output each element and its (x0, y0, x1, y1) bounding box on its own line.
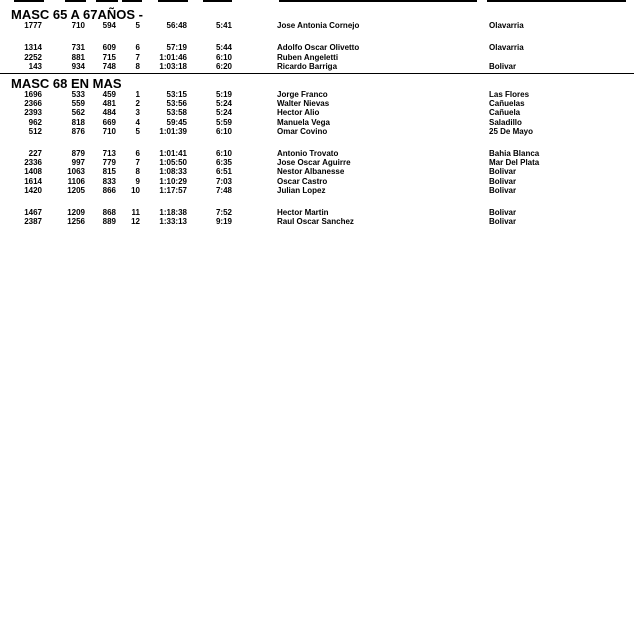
city-cell: Olavarria (489, 21, 524, 30)
pace-cell: 5:41 (215, 21, 232, 30)
city-cell: Bolivar (489, 177, 517, 186)
header-rule-general (65, 0, 86, 2)
general-position-cell: 1106 (67, 177, 85, 186)
sex-position-cell: 889 (102, 217, 116, 226)
general-position-cell: 818 (71, 118, 85, 127)
city-cell: Bolivar (489, 217, 517, 226)
table-row (0, 118, 634, 127)
pace-cell: 6:10 (215, 127, 232, 136)
city-cell: Bolivar (489, 208, 517, 217)
pace-cell: 6:51 (215, 167, 232, 176)
category-position-cell: 11 (131, 208, 140, 217)
header-rule-pace (203, 0, 232, 2)
pace-cell: 6:10 (215, 149, 232, 158)
dorsal-cell: 962 (28, 118, 42, 127)
category-position-cell: 4 (135, 118, 140, 127)
time-cell: 57:19 (166, 43, 187, 52)
runner-name-cell: Nestor Albanesse (277, 167, 345, 176)
dorsal-cell: 2393 (24, 108, 42, 117)
time-cell: 53:58 (166, 108, 187, 117)
header-rule-dorsal (14, 0, 44, 2)
category-position-cell: 5 (135, 21, 140, 30)
table-row (0, 43, 634, 52)
time-cell: 1:18:38 (159, 208, 187, 217)
time-cell: 56:48 (166, 21, 187, 30)
dorsal-cell: 1467 (24, 208, 42, 217)
sex-position-cell: 594 (102, 21, 116, 30)
table-row (0, 149, 634, 158)
runner-name-cell: Adolfo Oscar Olivetto (277, 43, 360, 52)
runner-name-cell: Ricardo Barriga (277, 62, 338, 71)
time-cell: 1:01:41 (159, 149, 187, 158)
table-row (0, 217, 634, 226)
sex-position-cell: 459 (102, 90, 116, 99)
general-position-cell: 1063 (67, 167, 85, 176)
table-row (0, 99, 634, 108)
time-cell: 1:01:39 (159, 127, 187, 136)
category-position-cell: 8 (135, 62, 140, 71)
sex-position-cell: 868 (102, 208, 116, 217)
category-position-cell: 8 (135, 167, 140, 176)
city-cell: Bolivar (489, 62, 517, 71)
dorsal-cell: 227 (28, 149, 42, 158)
time-cell: 53:56 (166, 99, 187, 108)
sex-position-cell: 815 (102, 167, 116, 176)
header-rule-city (487, 0, 626, 2)
dorsal-cell: 1420 (24, 186, 42, 195)
dorsal-cell: 1614 (24, 177, 42, 186)
time-cell: 53:15 (166, 90, 187, 99)
dorsal-cell: 143 (28, 62, 42, 71)
runner-name-cell: Jose Antonia Cornejo (277, 21, 360, 30)
dorsal-cell: 2387 (24, 217, 42, 226)
runner-name-cell: Antonio Trovato (277, 149, 339, 158)
header-rule-category (122, 0, 142, 2)
category-position-cell: 3 (135, 108, 140, 117)
sex-position-cell: 484 (102, 108, 116, 117)
time-cell: 1:03:18 (159, 62, 187, 71)
runner-name-cell: Hector Martin (277, 208, 329, 217)
dorsal-cell: 1777 (24, 21, 42, 30)
dorsal-cell: 512 (28, 127, 42, 136)
pace-cell: 5:59 (215, 118, 232, 127)
section-divider (0, 73, 634, 74)
sex-position-cell: 609 (102, 43, 116, 52)
table-row (0, 167, 634, 176)
section-title: MASC 65 A 67AÑOS - (11, 7, 143, 22)
runner-name-cell: Ruben Angeletti (277, 53, 339, 62)
dorsal-cell: 1408 (24, 167, 42, 176)
city-cell: Bolivar (489, 167, 517, 176)
category-position-cell: 9 (135, 177, 140, 186)
table-row (0, 90, 634, 99)
sex-position-cell: 779 (102, 158, 116, 167)
general-position-cell: 731 (71, 43, 85, 52)
sex-position-cell: 748 (102, 62, 116, 71)
runner-name-cell: Omar Covino (277, 127, 328, 136)
header-rule-time (158, 0, 188, 2)
city-cell: Saladillo (489, 118, 522, 127)
city-cell: Olavarria (489, 43, 524, 52)
sex-position-cell: 669 (102, 118, 116, 127)
general-position-cell: 879 (71, 149, 85, 158)
runner-name-cell: Jorge Franco (277, 90, 328, 99)
pace-cell: 6:35 (215, 158, 232, 167)
pace-cell: 6:20 (215, 62, 232, 71)
dorsal-cell: 1696 (24, 90, 42, 99)
dorsal-cell: 2366 (24, 99, 42, 108)
pace-cell: 9:19 (215, 217, 232, 226)
pace-cell: 6:10 (215, 53, 232, 62)
general-position-cell: 997 (71, 158, 85, 167)
section-title: MASC 68 EN MAS (11, 76, 122, 91)
sex-position-cell: 481 (102, 99, 116, 108)
city-cell: 25 De Mayo (489, 127, 534, 136)
pace-cell: 7:03 (215, 177, 232, 186)
runner-name-cell: Jose Oscar Aguirre (277, 158, 351, 167)
pace-cell: 5:24 (215, 108, 232, 117)
table-row (0, 177, 634, 186)
category-position-cell: 5 (135, 127, 140, 136)
general-position-cell: 934 (71, 62, 85, 71)
table-row (0, 186, 634, 195)
category-position-cell: 7 (135, 53, 140, 62)
category-position-cell: 7 (135, 158, 140, 167)
sex-position-cell: 715 (102, 53, 116, 62)
sex-position-cell: 713 (102, 149, 116, 158)
general-position-cell: 533 (71, 90, 85, 99)
dorsal-cell: 2336 (24, 158, 42, 167)
dorsal-cell: 1314 (24, 43, 42, 52)
runner-name-cell: Manuela Vega (277, 118, 330, 127)
runner-name-cell: Walter Nievas (277, 99, 330, 108)
general-position-cell: 876 (71, 127, 85, 136)
pace-cell: 5:19 (215, 90, 232, 99)
runner-name-cell: Oscar Castro (277, 177, 328, 186)
pace-cell: 5:44 (215, 43, 232, 52)
general-position-cell: 1209 (67, 208, 85, 217)
general-position-cell: 881 (71, 53, 85, 62)
time-cell: 1:05:50 (159, 158, 187, 167)
table-row (0, 53, 634, 62)
category-position-cell: 1 (135, 90, 140, 99)
general-position-cell: 1205 (67, 186, 85, 195)
city-cell: Bahia Blanca (489, 149, 540, 158)
runner-name-cell: Hector Alio (277, 108, 320, 117)
general-position-cell: 559 (71, 99, 85, 108)
time-cell: 1:33:13 (159, 217, 187, 226)
time-cell: 59:45 (166, 118, 187, 127)
category-position-cell: 6 (135, 149, 140, 158)
table-row (0, 21, 634, 30)
time-cell: 1:10:29 (159, 177, 187, 186)
pace-cell: 7:52 (215, 208, 232, 217)
header-rule-sex (96, 0, 118, 2)
time-cell: 1:01:46 (159, 53, 187, 62)
header-rule-name (279, 0, 477, 2)
pace-cell: 5:24 (215, 99, 232, 108)
city-cell: Las Flores (489, 90, 530, 99)
sex-position-cell: 710 (102, 127, 116, 136)
sex-position-cell: 866 (102, 186, 116, 195)
table-row (0, 208, 634, 217)
table-row (0, 62, 634, 71)
category-position-cell: 10 (131, 186, 140, 195)
city-cell: Mar Del Plata (489, 158, 540, 167)
general-position-cell: 562 (71, 108, 85, 117)
city-cell: Cañuelas (489, 99, 525, 108)
time-cell: 1:17:57 (159, 186, 187, 195)
city-cell: Bolivar (489, 186, 517, 195)
city-cell: Cañuela (489, 108, 521, 117)
sex-position-cell: 833 (102, 177, 116, 186)
category-position-cell: 12 (131, 217, 140, 226)
dorsal-cell: 2252 (24, 53, 42, 62)
table-row (0, 158, 634, 167)
runner-name-cell: Raul Oscar Sanchez (277, 217, 354, 226)
table-row (0, 127, 634, 136)
general-position-cell: 1256 (67, 217, 85, 226)
runner-name-cell: Julian Lopez (277, 186, 326, 195)
general-position-cell: 710 (71, 21, 85, 30)
table-row (0, 108, 634, 117)
category-position-cell: 6 (135, 43, 140, 52)
category-position-cell: 2 (135, 99, 140, 108)
time-cell: 1:08:33 (159, 167, 187, 176)
pace-cell: 7:48 (215, 186, 232, 195)
